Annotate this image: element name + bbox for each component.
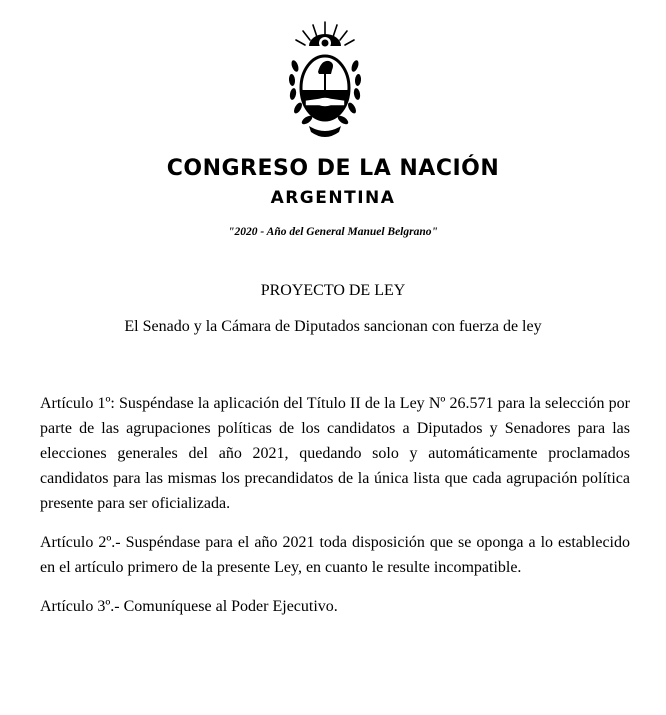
year-motto: "2020 - Año del General Manuel Belgrano" <box>228 226 438 238</box>
enacting-formula: El Senado y la Cámara de Diputados sancionan con fuerza de ley <box>124 318 542 335</box>
document-type-heading: PROYECTO DE LEY <box>260 282 406 299</box>
coat-of-arms-seal-icon <box>283 16 367 146</box>
country-subtitle: ARGENTINA <box>270 188 396 208</box>
institution-title: CONGRESO DE LA NACIÓN <box>166 156 500 181</box>
article-1: Artículo 1º: Suspéndase la aplicación del Título II de la Ley Nº 26.571 para la selección por parte de las agrupaciones políticas de los candidatos a Diputados y Senadores para las elecciones generales del año 2021, quedando solo y automáticamente proclamados candidatos para las mismas los precandidatos de la única lista que cada agrupación política presente para ser oficializada. <box>40 395 630 512</box>
articles-section <box>40 391 630 633</box>
article-3: Artículo 3º.- Comuníquese al Poder Ejecutivo. <box>40 598 338 615</box>
article-2: Artículo 2º.- Suspéndase para el año 2021 toda disposición que se oponga a lo establecido en el artículo primero de la presente Ley, en cuanto le resulte incompatible. <box>40 534 630 576</box>
